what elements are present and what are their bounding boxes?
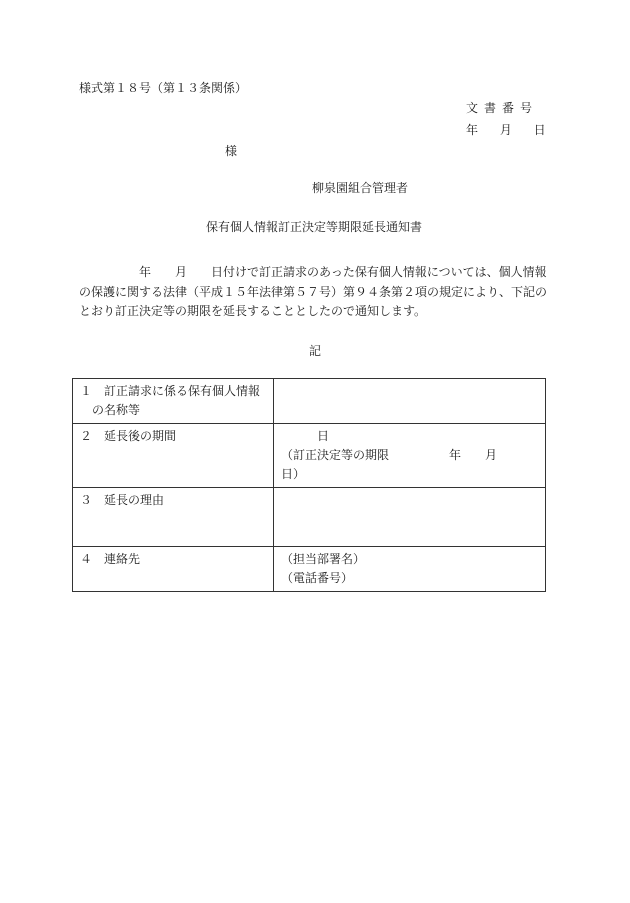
notice-table: [72, 378, 546, 592]
addressee-label: 様: [225, 144, 238, 158]
body-paragraph: [79, 263, 553, 322]
body-line: 年 月 日付けで訂正請求のあった保有個人情報については、個人情報: [79, 265, 547, 279]
table-row: [73, 547, 546, 592]
contact-department: （担当部署名）: [281, 552, 366, 566]
extension-deadline: （訂正決定等の期限 年 月 日）: [281, 448, 522, 481]
table-cell-value: [274, 547, 546, 592]
table-cell-label: [73, 547, 274, 592]
ki-heading: 記: [309, 344, 322, 358]
body-line: とおり訂正決定等の期限を延長することとしたので通知します。: [79, 304, 427, 318]
body-line: の保護に関する法律（平成１５年法律第５７号）第９４条第２項の規定により、下記の: [79, 284, 548, 299]
document-title: 保有個人情報訂正決定等期限延長通知書: [206, 220, 423, 234]
table-row: [73, 424, 546, 488]
form-label: 様式第１８号（第１３条関係）: [79, 81, 248, 95]
table-row: [73, 488, 546, 547]
row-label: １ 訂正請求に係る保有個人情報: [80, 384, 261, 398]
table-cell-label: [73, 379, 274, 424]
table-cell-value: [274, 424, 546, 488]
row-label-continued: の名称等: [92, 403, 141, 417]
issuer-name: 柳泉園組合管理者: [312, 181, 409, 195]
row-label: ３ 延長の理由: [80, 493, 165, 507]
table-cell-label: [73, 488, 274, 547]
document-number-label: 文書番号: [466, 101, 539, 115]
table-cell-value: [274, 488, 546, 547]
row-label: ４ 連絡先: [80, 552, 141, 566]
document-date-label: 年 月 日: [466, 123, 546, 137]
table-cell-label: [73, 424, 274, 488]
table-cell-value: [274, 379, 546, 424]
contact-phone: （電話番号）: [281, 571, 354, 585]
row-label: ２ 延長後の期間: [80, 429, 177, 443]
extension-days: 日: [281, 429, 330, 443]
table-row: [73, 379, 546, 424]
